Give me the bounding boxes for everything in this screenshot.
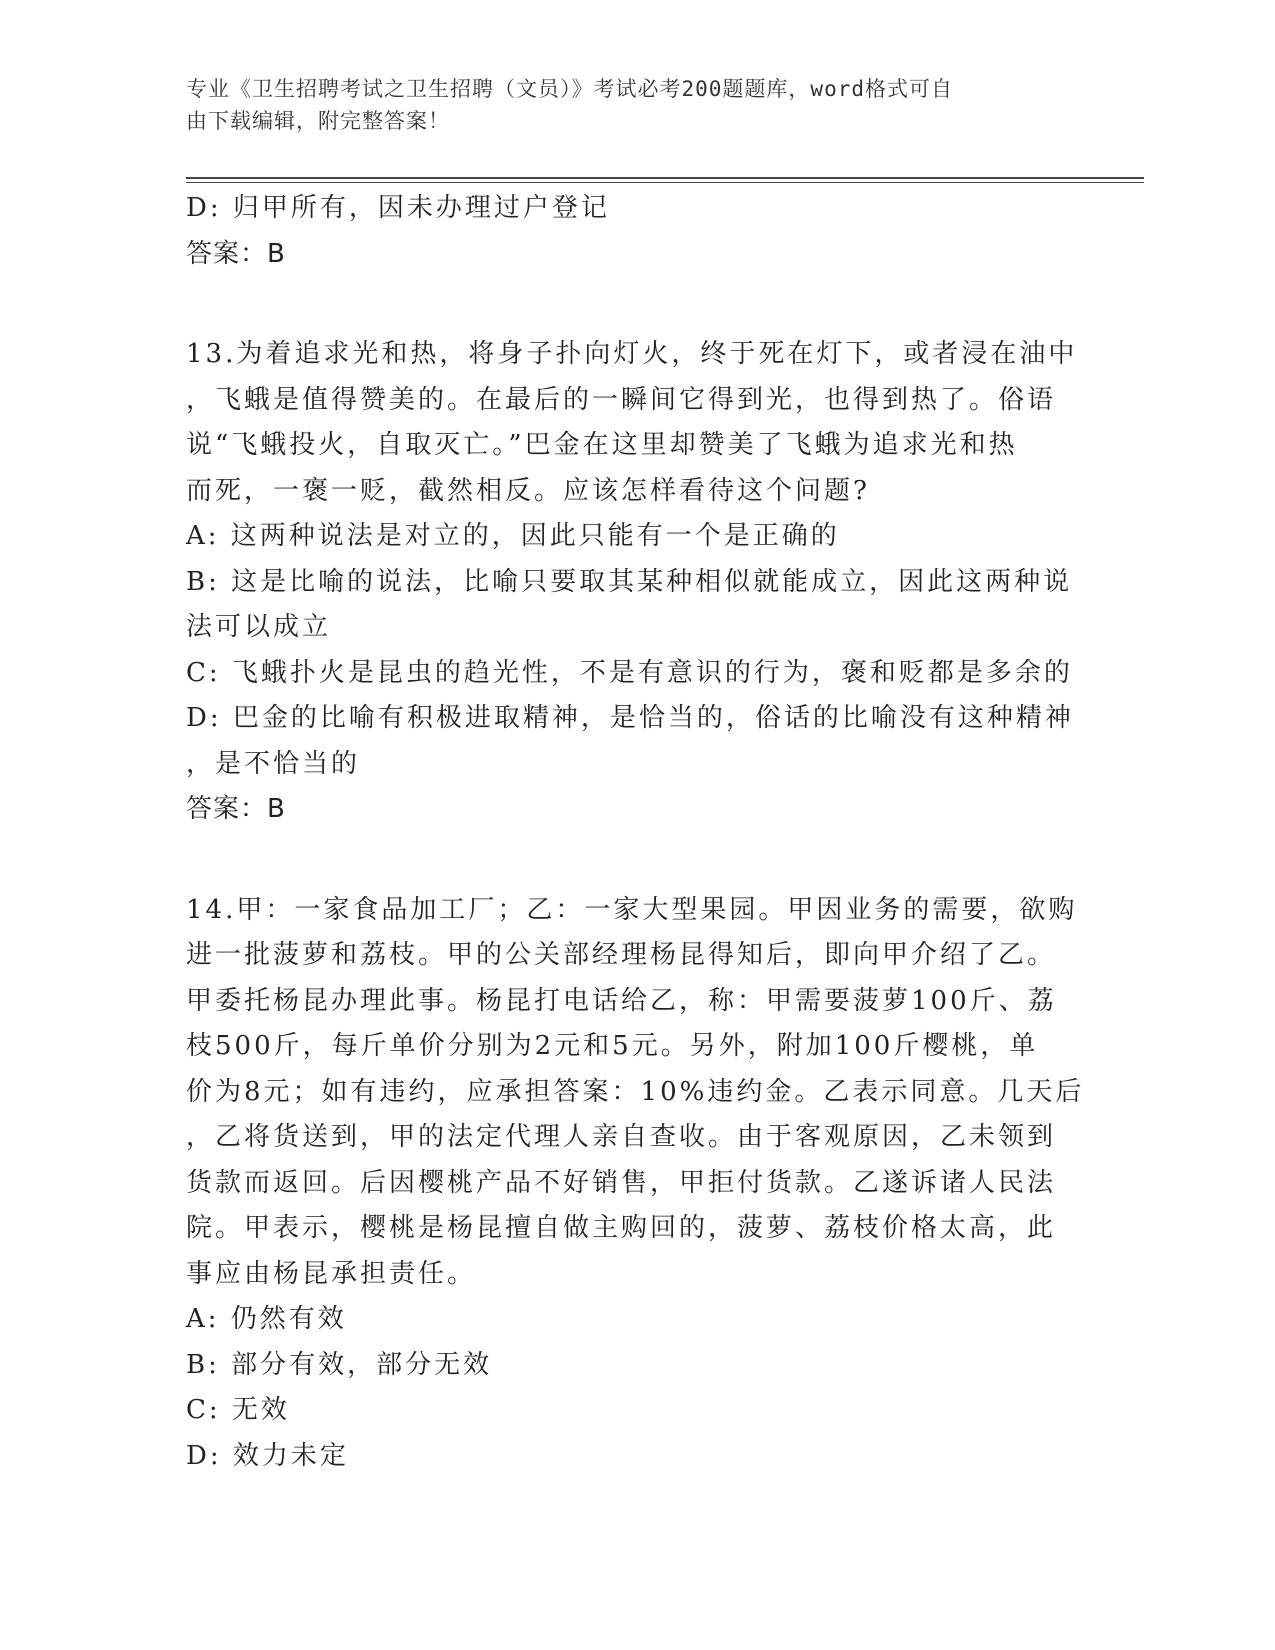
option-d-continued: ，是不恰当的 bbox=[186, 748, 361, 779]
question-stem-line: ，飞蛾是值得赞美的。在最后的一瞬间它得到光，也得到热了。俗语 bbox=[186, 384, 1057, 415]
option-b-continued: 法可以成立 bbox=[186, 612, 332, 642]
question-stem-line: 13.为着追求光和热，将身子扑向灯火，终于死在灯下，或者浸在油中 bbox=[186, 339, 1078, 369]
question-14 bbox=[186, 888, 1085, 1480]
option-d: D: 效力未定 bbox=[186, 1440, 349, 1471]
answer-label: 答案：B bbox=[186, 238, 286, 269]
header-divider bbox=[186, 177, 1144, 179]
option-d: D: 归甲所有，因未办理过户登记 bbox=[186, 193, 610, 223]
question-stem-line: 甲委托杨昆办理此事。杨昆打电话给乙，称：甲需要菠萝100斤、荔 bbox=[186, 985, 1057, 1016]
option-b: B: 这是比喻的说法，比喻只要取其某种相似就能成立，因此这两种说 bbox=[186, 566, 1073, 597]
spacer bbox=[186, 833, 1066, 888]
question-stem-line: 进一批菠萝和荔枝。甲的公关部经理杨昆得知后，即向甲介绍了乙。 bbox=[186, 940, 1057, 970]
header-line-2: 由下载编辑，附完整答案！ bbox=[186, 109, 450, 133]
prev-question-tail bbox=[186, 186, 1066, 277]
spacer bbox=[186, 277, 1066, 332]
question-stem-line: ，乙将货送到，甲的法定代理人亲自查收。由于客观原因，乙未领到 bbox=[186, 1122, 1057, 1152]
question-stem-line: 说“飞蛾投火，自取灭亡。”巴金在这里却赞美了飞蛾为追求光和热 bbox=[186, 430, 1018, 460]
question-stem-line: 枝500斤，每斤单价分别为2元和5元。另外，附加100斤樱桃，单 bbox=[186, 1031, 1039, 1061]
answer-label: 答案：B bbox=[186, 794, 286, 824]
question-stem-line: 事应由杨昆承担责任。 bbox=[186, 1258, 477, 1289]
option-a: A: 仍然有效 bbox=[186, 1304, 347, 1334]
question-stem-line: 货款而返回。后因樱桃产品不好销售，甲拒付货款。乙遂诉诸人民法 bbox=[186, 1167, 1057, 1198]
option-c: C: 无效 bbox=[186, 1395, 290, 1425]
question-stem-line: 而死，一褒一贬，截然相反。应该怎样看待这个问题? bbox=[186, 475, 870, 506]
option-b: B: 部分有效，部分无效 bbox=[186, 1349, 493, 1380]
question-stem-line: 价为8元；如有违约，应承担答案：10%违约金。乙表示同意。几天后 bbox=[186, 1076, 1085, 1107]
document-body bbox=[186, 186, 1085, 1479]
option-c: C: 飞蛾扑火是昆虫的趋光性，不是有意识的行为，褒和贬都是多余的 bbox=[186, 657, 1073, 688]
question-stem-line: 院。甲表示，樱桃是杨昆擅自做主购回的，菠萝、荔枝价格太高，此 bbox=[186, 1213, 1057, 1243]
header-line-1: 专业《卫生招聘考试之卫生招聘（文员）》考试必考200题题库，word格式可自 bbox=[186, 77, 953, 101]
question-13 bbox=[186, 332, 1078, 833]
question-stem-line: 14.甲：一家食品加工厂；乙：一家大型果园。甲因业务的需要，欲购 bbox=[186, 894, 1078, 925]
page-header bbox=[186, 73, 1066, 137]
option-d: D: 巴金的比喻有积极进取精神，是恰当的，俗话的比喻没有这种精神 bbox=[186, 703, 1074, 733]
option-a: A: 这两种说法是对立的，因此只能有一个是正确的 bbox=[186, 521, 840, 551]
